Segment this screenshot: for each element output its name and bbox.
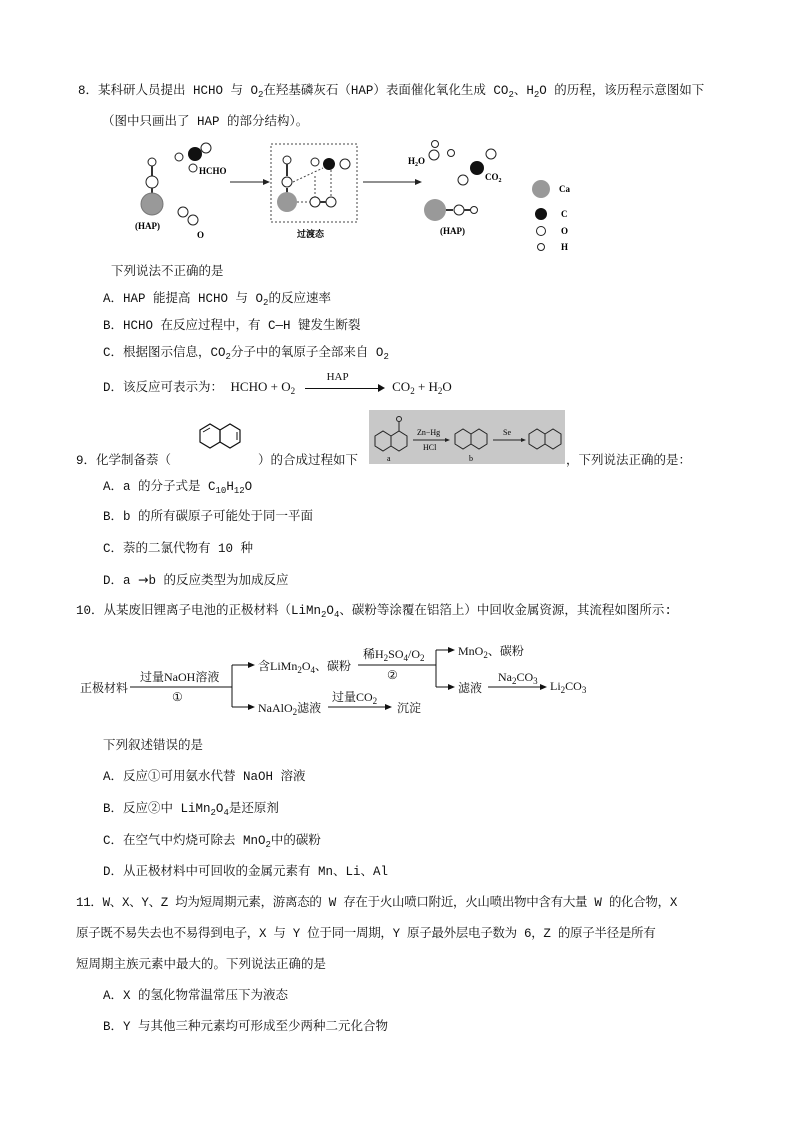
subscript: 12 [233, 486, 245, 496]
option-text: 分子中的氧原子全部来自 O [230, 346, 384, 360]
q11-line2: 原子既不易失去也不易得到电子，X 与 Y 位于同一周期，Y 原子最外层电子数为 6，Z 的原子半径是所有 [76, 927, 656, 941]
hcho-label: HCHO [199, 166, 227, 176]
q9-option-d [103, 571, 289, 590]
atom-legend [532, 180, 570, 252]
q8-mechanism-figure [125, 140, 645, 260]
q8-stem-line2: （图中只画出了 HAP 的部分结构）。 [102, 115, 309, 129]
q9-stem-c: ，下列说法正确的是： [566, 454, 692, 468]
q10-stem [76, 602, 672, 620]
q8-option-c [103, 344, 389, 362]
subscript: 4 [223, 808, 229, 818]
o-atom [310, 197, 320, 207]
ca-atom [141, 193, 163, 215]
option-text: C．在空气中灼烧可除去 MnO [103, 834, 266, 848]
q8-stem-line1 [78, 82, 704, 100]
option-text: 的反应速率 [268, 292, 331, 306]
option-text: O [244, 480, 253, 494]
ca-atom [424, 199, 446, 221]
flow-step3-reagent: $Na_2CO_3$ [498, 670, 538, 686]
subscript: 10 [215, 486, 227, 496]
o-atom [146, 176, 158, 188]
q10-prompt: 下列叙述错误的是 [103, 739, 204, 753]
subscript: 2 [508, 90, 514, 100]
h-atom [175, 153, 183, 161]
q9-stem-b: ）的合成过程如下 [258, 454, 359, 468]
option-text: 中的碳粉 [270, 834, 321, 848]
q8-option-b: B．HCHO 在反应过程中，有 C—H 键发生断裂 [103, 319, 361, 333]
h2o-label: $H_2O$ [408, 156, 426, 168]
hap-left-label: (HAP) [135, 221, 160, 231]
equation-right: + H [414, 379, 438, 394]
option-text: A．HAP 能提高 HCHO 与 O [103, 292, 264, 306]
subscript: 2 [410, 386, 415, 396]
subscript: 4 [333, 610, 340, 620]
compound-a [375, 417, 407, 452]
q8-stem-part: O 的历程，该历程示意图如下 [539, 84, 705, 98]
o-atom [178, 207, 188, 217]
legend-c [535, 208, 547, 220]
q8-stem-part: 、H [513, 84, 534, 98]
flow-branch-bottom: NaAlO$_2$滤液 [258, 701, 322, 717]
equation-left: HCHO + O [230, 379, 291, 394]
o-atom [454, 205, 464, 215]
q8-stem-part: 在羟基磷灰石（HAP）表面催化氧化生成 CO [263, 84, 509, 98]
flow-step1-reagent: 过量NaOH溶液 [140, 670, 220, 684]
subscript: 2 [263, 298, 269, 308]
option-text: D．a [103, 574, 131, 588]
h-atom [283, 156, 291, 164]
q10-option-a: A．反应①可用氨水代替 NaOH 溶液 [103, 770, 306, 784]
q11-line3: 短周期主族元素中最大的。下列说法正确的是 [76, 958, 327, 972]
subscript: 2 [383, 352, 389, 362]
legend-h [538, 244, 545, 251]
equation-right: O [442, 379, 452, 394]
label-b: b [469, 454, 473, 463]
q11-line1: 11．W、X、Y、Z 均为短周期元素，游离态的 W 存在于火山喷口附近，火山喷出物中含有大量 W 的化合物，X [76, 896, 678, 910]
flow-start: 正极材料 [80, 681, 129, 695]
compound-naphthalene [529, 429, 561, 449]
equation-right: CO [392, 379, 411, 394]
o-atom [201, 143, 211, 153]
subscript: 2 [258, 90, 264, 100]
arrow-icon: → [138, 572, 149, 587]
q10-option-b [103, 800, 279, 818]
q8-option-a [103, 290, 331, 308]
subscript: 2 [290, 386, 296, 396]
h-atom [448, 150, 455, 157]
option-text: B．反应②中 LiMn [103, 802, 211, 816]
o-atom [340, 159, 350, 169]
svg-text:C: C [561, 209, 568, 219]
h-atom [148, 158, 156, 166]
reagent-2-top: Se [503, 428, 511, 437]
option-text: 是还原剂 [228, 802, 279, 816]
q9-option-b: B．b 的所有碳原子可能处于同一平面 [103, 510, 314, 524]
q8-prompt: 下列说法不正确的是 [111, 265, 224, 279]
q9-stem-a: 9．化学制备萘（ [76, 454, 172, 468]
h-atom [189, 164, 197, 172]
stem-part: 、碳粉等涂覆在铝箔上）中回收金属资源，其流程如图所示: [339, 604, 672, 618]
q8-option-d [103, 370, 452, 397]
option-text: H [226, 480, 234, 494]
subscript: 2 [437, 386, 443, 396]
flow-step1-number: ① [172, 690, 183, 704]
o-atom [326, 197, 336, 207]
o2-label: O [197, 230, 205, 240]
q11-option-b: B．Y 与其他三种元素均可形成至少两种二元化合物 [103, 1020, 389, 1034]
flow-step2-reagent: 稀$H_2SO_4/O_2$ [363, 647, 425, 663]
hap-right-label: (HAP) [440, 226, 465, 236]
subscript: 2 [225, 352, 231, 362]
flow-branch-top: 含$LiMn_2O_4$、碳粉 [258, 659, 352, 675]
c-atom [470, 161, 484, 175]
subscript: 2 [533, 90, 540, 100]
q10-option-c [103, 832, 321, 850]
option-text: C．根据图示信息，CO [103, 346, 226, 360]
flow-out-li2co3: $Li_2CO_3$ [550, 679, 587, 695]
o-atom [188, 215, 198, 225]
catalyst-label: HAP [326, 370, 349, 383]
scheme-drawing [369, 410, 565, 464]
c-atom [188, 147, 202, 161]
flow-out-filtrate: 滤液 [458, 681, 483, 695]
h2o-molecule [429, 141, 455, 161]
q10-option-d: D．从正极材料中可回收的金属元素有 Mn、Li、Al [103, 865, 389, 879]
svg-text:Ca: Ca [559, 184, 570, 194]
co2-label: $CO_2$ [485, 172, 502, 184]
option-text: D．该反应可表示为： [103, 381, 224, 395]
transition-label: 过渡态 [297, 229, 325, 239]
subscript: 2 [321, 610, 327, 620]
o-atom [458, 175, 468, 185]
label-a: a [387, 454, 391, 463]
option-text: b 的反应类型为加成反应 [148, 574, 289, 588]
q9-synthesis-scheme [369, 410, 565, 464]
q9-option-c: C．萘的二氯代物有 10 种 [103, 542, 254, 556]
o2-molecule [178, 207, 198, 225]
svg-text:O: O [561, 226, 569, 236]
option-text: A．a 的分子式是 C [103, 480, 216, 494]
transition-state [277, 156, 350, 212]
o-atom [282, 177, 292, 187]
legend-o [537, 227, 546, 236]
svg-text:H: H [561, 242, 569, 252]
o-atom [486, 149, 496, 159]
flow-step2-number: ② [387, 668, 398, 682]
q10-flowchart [80, 640, 600, 720]
flow-out-precipitate: 沉淀 [397, 701, 422, 715]
flow-out-mno2: MnO$_2$、碳粉 [458, 644, 524, 660]
h-atom [311, 158, 319, 166]
compound-b [455, 429, 487, 449]
legend-ca [532, 180, 550, 198]
subscript: 2 [265, 840, 271, 850]
q9-option-a [103, 478, 252, 496]
catalyst-arrow [303, 370, 385, 395]
flow-step4-reagent: 过量$CO_2$ [332, 690, 378, 706]
stem-part: 10．从某废旧锂离子电池的正极材料（LiMn [76, 604, 322, 618]
q8-stem-part: 8．某科研人员提出 HCHO 与 O [78, 84, 259, 98]
o-atom [429, 150, 439, 160]
hap-left-fragment [141, 158, 163, 215]
reagent-1-top: Zn−Hg [417, 428, 441, 437]
subscript: 2 [210, 808, 216, 818]
option-text: O [215, 802, 224, 816]
hap-right-fragment [424, 199, 478, 221]
stem-part: O [326, 604, 334, 618]
h-atom [432, 141, 439, 148]
h-atom [471, 207, 478, 214]
q11-option-a: A．X 的氢化物常温常压下为液态 [103, 989, 289, 1003]
naphthalene-structure [190, 420, 260, 460]
ca-atom [277, 192, 297, 212]
reagent-1-bottom: HCl [423, 443, 437, 452]
c-atom [323, 158, 335, 170]
